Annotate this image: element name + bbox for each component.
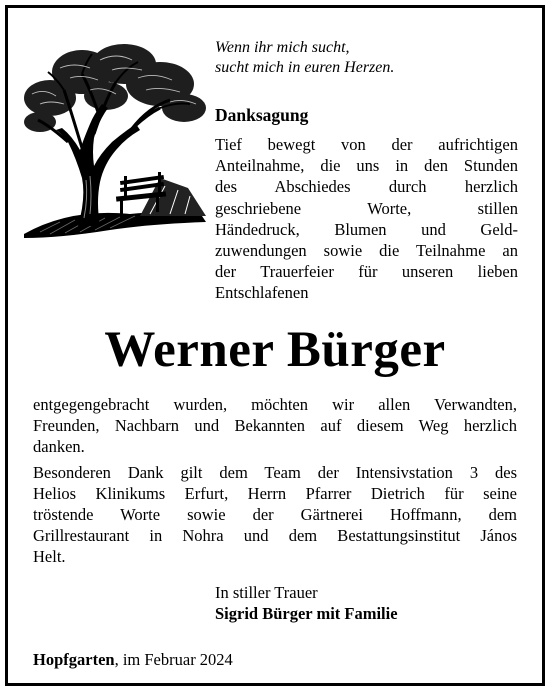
place-name: Hopfgarten [33, 650, 115, 669]
intro-line: des Abschiedes durch herzlich [215, 177, 518, 197]
intro-line: Händedruck, Blumen und Geld- [215, 219, 518, 239]
body-line: Helios Klinikums Erfurt, Herrn Pfarrer Dietrich für seine [33, 484, 517, 503]
tree-bench-icon [20, 38, 210, 243]
signature: Sigrid Bürger mit Familie [215, 604, 398, 623]
body-line: Besonderen Dank gilt dem Team der Intensivstation 3 des [33, 463, 517, 482]
intro-line: Tief bewegt von der aufrichtigen [215, 135, 518, 154]
thanks-paragraph [33, 394, 517, 457]
intro-line: geschriebene Worte, stillen [215, 198, 518, 218]
closing-phrase: In stiller Trauer [215, 583, 318, 602]
body-line: tröstende Worte sowie der Gärtnerei Hoffmann, dem [33, 505, 517, 524]
obituary-notice [5, 5, 545, 686]
body-line: Helt. [33, 547, 66, 566]
body-line: entgegengebracht wurden, möchten wir allen Verwandten, [33, 395, 517, 414]
intro-paragraph [215, 134, 518, 304]
body-line: danken. [33, 437, 85, 456]
body-line: Freunden, Nachbarn und Bekannten auf diesem Weg herzlich [33, 416, 517, 435]
intro-line: Anteilnahme, die uns in den Stunden [215, 156, 518, 176]
intro-line: Entschlafenen [215, 283, 309, 303]
motto-line: sucht mich in euren Herzen. [215, 59, 395, 76]
heading-danksagung: Danksagung [215, 105, 309, 125]
intro-line: der Trauerfeier für unseren lieben [215, 262, 518, 282]
deceased-name: Werner Bürger [104, 322, 446, 378]
special-thanks-paragraph [33, 462, 517, 567]
motto-line: Wenn ihr mich sucht, [215, 39, 350, 56]
body-line: Grillrestaurant in Nohra und dem Bestattungsinstitut János [33, 526, 517, 545]
closing-block [215, 582, 398, 624]
motto-quote [215, 38, 515, 78]
date-text: , im Februar 2024 [114, 650, 233, 669]
intro-line: zuwendungen sowie die Teilnahme an [215, 241, 518, 261]
place-date-line [33, 649, 233, 670]
